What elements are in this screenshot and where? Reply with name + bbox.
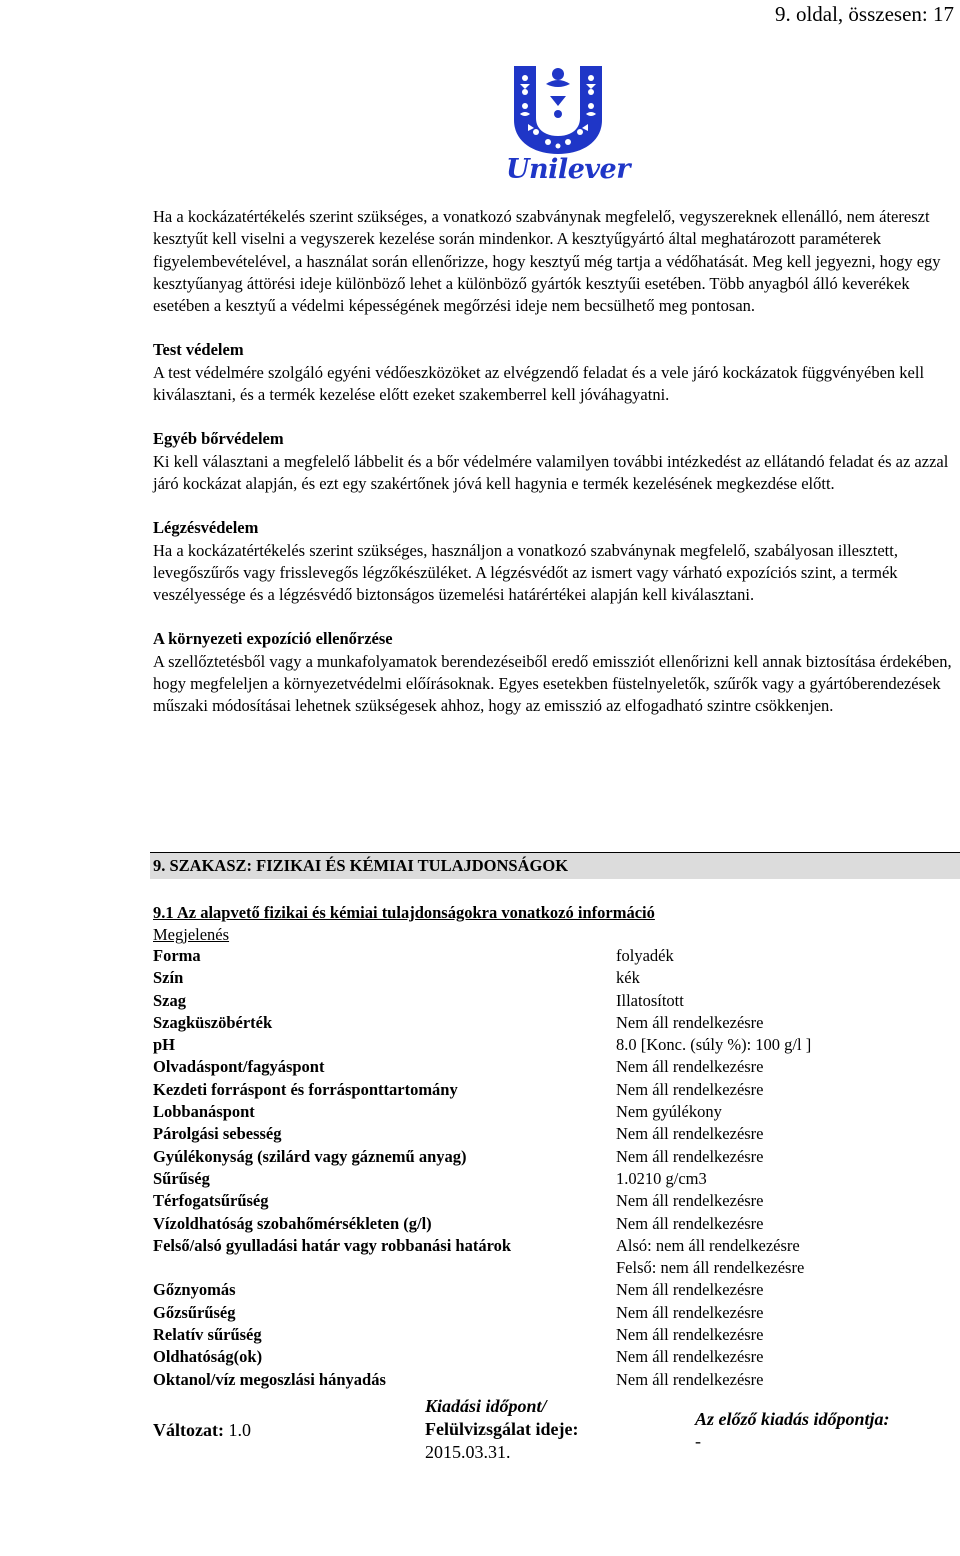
property-name: pH: [153, 1035, 176, 1055]
property-row: [153, 1034, 953, 1056]
property-row: [153, 1190, 953, 1212]
property-value: Nem áll rendelkezésre: [616, 1325, 764, 1345]
unilever-u-emblem-icon: [506, 64, 610, 156]
version-value: 1.0: [228, 1420, 251, 1440]
issue-label-line1: Kiadási időpont/: [425, 1396, 547, 1416]
property-name: Térfogatsűrűség: [153, 1191, 269, 1211]
property-name: Szag: [153, 990, 186, 1010]
property-name: Olvadáspont/fagyáspont: [153, 1057, 325, 1077]
unilever-logo: [506, 64, 630, 185]
property-row: [153, 1346, 953, 1368]
property-row: [153, 1369, 953, 1391]
property-row: [153, 1146, 953, 1168]
section-title: 9. SZAKASZ: FIZIKAI ÉS KÉMIAI TULAJDONSÁGOK: [153, 856, 569, 875]
property-value: Nem áll rendelkezésre: [616, 1012, 764, 1032]
previous-issue-info: [695, 1408, 890, 1452]
property-name: Felső/alsó gyulladási határ vagy robbanási határok: [153, 1235, 512, 1255]
property-name: Szagküszöbérték: [153, 1012, 273, 1032]
subsection-title: 9.1 Az alapvető fizikai és kémiai tulajdonságokra vonatkozó információ: [153, 903, 655, 922]
property-row: [153, 1012, 953, 1034]
previous-issue-label: Az előző kiadás időpontja:: [695, 1409, 890, 1429]
property-name: Szín: [153, 968, 184, 988]
property-name: Sűrűség: [153, 1168, 210, 1188]
property-value: Nem áll rendelkezésre: [616, 1057, 764, 1077]
property-value: Nem áll rendelkezésre: [616, 1124, 764, 1144]
properties-table: [153, 945, 953, 1391]
property-row: [153, 990, 953, 1012]
property-name: Gőznyomás: [153, 1280, 236, 1300]
property-value: 8.0 [Konc. (súly %): 100 g/l ]: [616, 1035, 812, 1055]
page-number: 9. oldal, összesen: 17: [774, 2, 954, 26]
property-value: Nem áll rendelkezésre: [616, 1347, 764, 1367]
property-row: [153, 945, 953, 967]
property-row: [153, 1056, 953, 1078]
gloves-paragraph: Ha a kockázatértékelés szerint szükséges, a vonatkozó szabványnak megfelelő, vegyszereknek ellenálló, nem átereszt kesztyűt kell viselni a vegyszerek kezelése során mindenkor. A kesztyűgyártó által meghatározott paraméterek figyelembevételével, a használat során ellenőrizze, hogy kesztyű még tartja a védőhatását. Meg kell jegyezni, hogy egy kesztyűanyag áttörési ideje különböző lehet a különböző gyártók kesztyűi esetében. Több anyagból álló keverékek esetében a kesztyű a védelmi képességének megőrzési ideje nem becsülhető meg pontosan.: [153, 207, 941, 316]
property-row: [153, 1168, 953, 1190]
property-name: Kezdeti forráspont és forrásponttartomány: [153, 1079, 458, 1099]
property-row: [153, 1123, 953, 1145]
previous-issue-value: -: [695, 1431, 701, 1451]
property-name: Oktanol/víz megoszlási hányadás: [153, 1369, 386, 1389]
version-label: Változat:: [153, 1420, 224, 1440]
respiratory-protection-heading: Légzésvédelem: [153, 518, 259, 538]
property-name: Lobbanáspont: [153, 1102, 255, 1122]
property-value: Felső: nem áll rendelkezésre: [616, 1258, 805, 1278]
skin-protection-heading: Egyéb bőrvédelem: [153, 429, 284, 449]
property-name: Oldhatóság(ok): [153, 1347, 263, 1367]
environmental-exposure-heading: A környezeti expozíció ellenőrzése: [153, 629, 393, 649]
property-value: Nem áll rendelkezésre: [616, 1280, 764, 1300]
property-value: Nem áll rendelkezésre: [616, 1079, 764, 1099]
property-name: Párolgási sebesség: [153, 1124, 282, 1144]
property-value: kék: [616, 968, 640, 988]
version-info: [153, 1420, 251, 1441]
issue-date-info: [425, 1395, 578, 1464]
property-row: [153, 1101, 953, 1123]
property-name: Relatív sűrűség: [153, 1325, 262, 1345]
property-value: Nem áll rendelkezésre: [616, 1213, 764, 1233]
environmental-exposure-paragraph: A szellőztetésből vagy a munkafolyamatok berendezéseiből eredő emissziót ellenőrizni kell annak biztosítása érdekében, hogy megfeleljen a környezetvédelmi előírásoknak. Egyes esetekben füstelnyeletők, szűrők vagy a gyártóberendezések műszaki módosításai lehetnek szükségesek ahhoz, hogy az emisszió az elfogadható szintre csökkenjen.: [153, 651, 952, 716]
issue-date-value: 2015.03.31.: [425, 1442, 511, 1462]
body-protection-paragraph: A test védelmére szolgáló egyéni védőeszközöket az elvégzendő feladat és a vele járó kockázatok függvényében kell kiválasztani, és a termék kezelése előtt ezeket szakemberrel kell jóváhagyatni.: [153, 362, 925, 405]
property-value: Alsó: nem áll rendelkezésre: [616, 1235, 800, 1255]
property-name: Gyúlékonyság (szilárd vagy gáznemű anyag): [153, 1146, 467, 1166]
property-value: Nem áll rendelkezésre: [616, 1369, 764, 1389]
property-row: [153, 1079, 953, 1101]
property-row: [153, 967, 953, 989]
issue-label-line2: Felülvizsgálat ideje:: [425, 1419, 579, 1439]
property-row: [153, 1257, 953, 1279]
property-row: [153, 1302, 953, 1324]
property-row: [153, 1279, 953, 1301]
property-value: Nem áll rendelkezésre: [616, 1146, 764, 1166]
document-body: [153, 206, 953, 718]
property-value: Nem gyúlékony: [616, 1102, 722, 1122]
property-name: Forma: [153, 946, 201, 965]
property-value: Nem áll rendelkezésre: [616, 1191, 764, 1211]
property-row: [153, 1213, 953, 1235]
skin-protection-paragraph: Ki kell választani a megfelelő lábbelit és a bőr védelmére valamilyen további intézkedést az ellátandó feladat és az azzal járó kockázat alapján, és ezt egy szakértőnek jóvá kell hagynia e termék kezelésének megkezdése előtt.: [153, 451, 949, 493]
section-header: [150, 852, 960, 879]
property-value: Nem áll rendelkezésre: [616, 1302, 764, 1322]
body-protection-heading: Test védelem: [153, 340, 244, 360]
property-row: [153, 1324, 953, 1346]
property-name: Vízoldhatóság szobahőmérsékleten (g/l): [153, 1213, 432, 1233]
property-row: [153, 1235, 953, 1257]
property-name: Gőzsűrűség: [153, 1302, 236, 1322]
property-value: folyadék: [616, 946, 674, 965]
respiratory-protection-paragraph: Ha a kockázatértékelés szerint szükséges, használjon a vonatkozó szabványnak megfelelő, szabályosan illesztett, levegőszűrős vagy frisslevegős légzőkészüléket. A légzésvédőt az ismert vagy várható expozíciós szint, a termék veszélyessége és a légzésvédő biztonságos üzemelési határértékei alapján kell kiválasztani.: [153, 540, 898, 605]
logo-wordmark: Unilever: [506, 154, 630, 185]
property-value: 1.0210 g/cm3: [616, 1168, 707, 1188]
property-value: Illatosított: [616, 990, 684, 1010]
appearance-heading: Megjelenés: [153, 925, 230, 944]
